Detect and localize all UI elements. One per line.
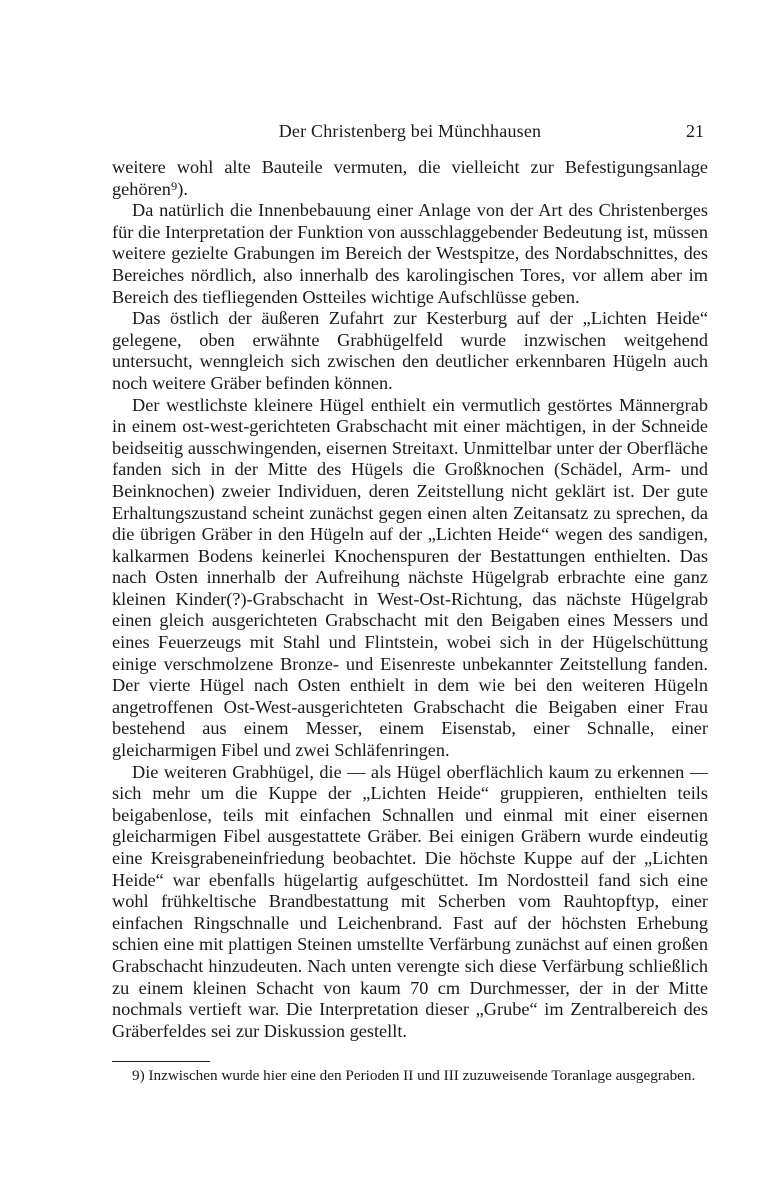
paragraph-3: Das östlich der äußeren Zufahrt zur Kesterburg auf der „Lichten Heide“ gelegene, oben erwähnte Grabhügelfeld wurde inzwischen weitgehend untersucht, wenngleich sich zwischen den deutlicher erkennbaren Hügeln auch noch weitere Gräber befinden können.: [112, 308, 708, 393]
footnote-divider: [112, 1061, 210, 1062]
running-header: [112, 119, 708, 143]
body-text: [112, 157, 708, 1042]
footnote-text: 9) Inzwischen wurde hier eine den Perioden II und III zuzuweisende Toranlage ausgegraben.: [132, 1067, 696, 1084]
paragraph-4: Der westlichste kleinere Hügel enthielt ein vermutlich gestörtes Männergrab in einem ost-west-gerichteten Grabschacht mit einer mächtigen, in der Schneide beidseitig ausschwingenden, eisernen Streitaxt. Unmittelbar unter der Oberfläche fanden sich in der Mitte des Hügels die Großknochen (Schädel, Arm- und Beinknochen) zweier Individuen, deren Zeitstellung nicht geklärt ist. Der gute Erhaltungszustand scheint zunächst gegen einen alten Zeitansatz zu sprechen, da die übrigen Gräber in den Hügeln auf der „Lichten Heide“ wegen des sandigen, kalkarmen Bodens keinerlei Knochenspuren der Bestattungen enthielten. Das nach Osten innerhalb der Aufreihung nächste Hügelgrab erbrachte eine ganz kleinen Kinder(?)-Grabschacht in West-Ost-Richtung, das nächste Hügelgrab einen gleich ausgerichteten Grabschacht mit den Beigaben eines Messers und eines Feuerzeugs mit Stahl und Flintstein, wobei sich in der Hügelschüttung einige verschmolzene Bronze- und Eisenreste unbekannter Zeitstellung fanden. Der vierte Hügel nach Osten enthielt in dem wie bei den weiteren Hügeln angetroffenen Ost-West-ausgerichteten Grabschacht die Beigaben einer Frau bestehend aus einem Messer, einem Eisenstab, einer Schnalle, einer gleicharmigen Fibel und zwei Schläfenringen.: [112, 394, 708, 761]
footnote: [112, 1066, 708, 1085]
page-number: 21: [686, 121, 704, 141]
paragraph-1: weitere wohl alte Bauteile vermuten, die vielleicht zur Befestigungsanlage gehören⁹).: [112, 157, 708, 199]
running-title: Der Christenberg bei Münchhausen: [278, 121, 542, 141]
paragraph-2: Da natürlich die Innenbebauung einer Anlage von der Art des Christenberges für die Interpretation der Funktion von ausschlaggebender Bedeutung ist, müssen weitere gezielte Grabungen im Bereich der Westspitze, des Nordabschnittes, des Bereiches nördlich, also innerhalb des karolingischen Tores, vor allem aber im Bereich des tiefliegenden Ostteiles wichtige Aufschlüsse geben.: [112, 200, 708, 307]
paragraph-5: Die weiteren Grabhügel, die — als Hügel oberflächlich kaum zu erkennen — sich mehr um die Kuppe der „Lichten Heide“ gruppieren, enthielten teils beigabenlose, teils mit einfachen Schnallen und einmal mit einer eisernen gleicharmigen Fibel ausgestattete Gräber. Bei einigen Gräbern wurde eindeutig eine Kreisgrabeneinfriedung beobachtet. Die höchste Kuppe auf der „Lichten Heide“ war ebenfalls hügelartig aufgeschüttet. Im Nordostteil fand sich eine wohl frühkeltische Brandbestattung mit Scherben vom Rauhtopftyp, einer einfachen Ringschnalle und Leichenbrand. Fast auf der höchsten Erhebung schien eine mit plattigen Steinen umstellte Verfärbung zunächst auf einen großen Grabschacht hinzudeuten. Nach unten verengte sich diese Verfärbung schließlich zu einem kleinen Schacht von kaum 70 cm Durchmesser, der in der Mitte nochmals vertieft war. Die Interpretation dieser „Grube“ im Zentralbereich des Gräberfeldes sei zur Diskussion gestellt.: [112, 761, 708, 1041]
